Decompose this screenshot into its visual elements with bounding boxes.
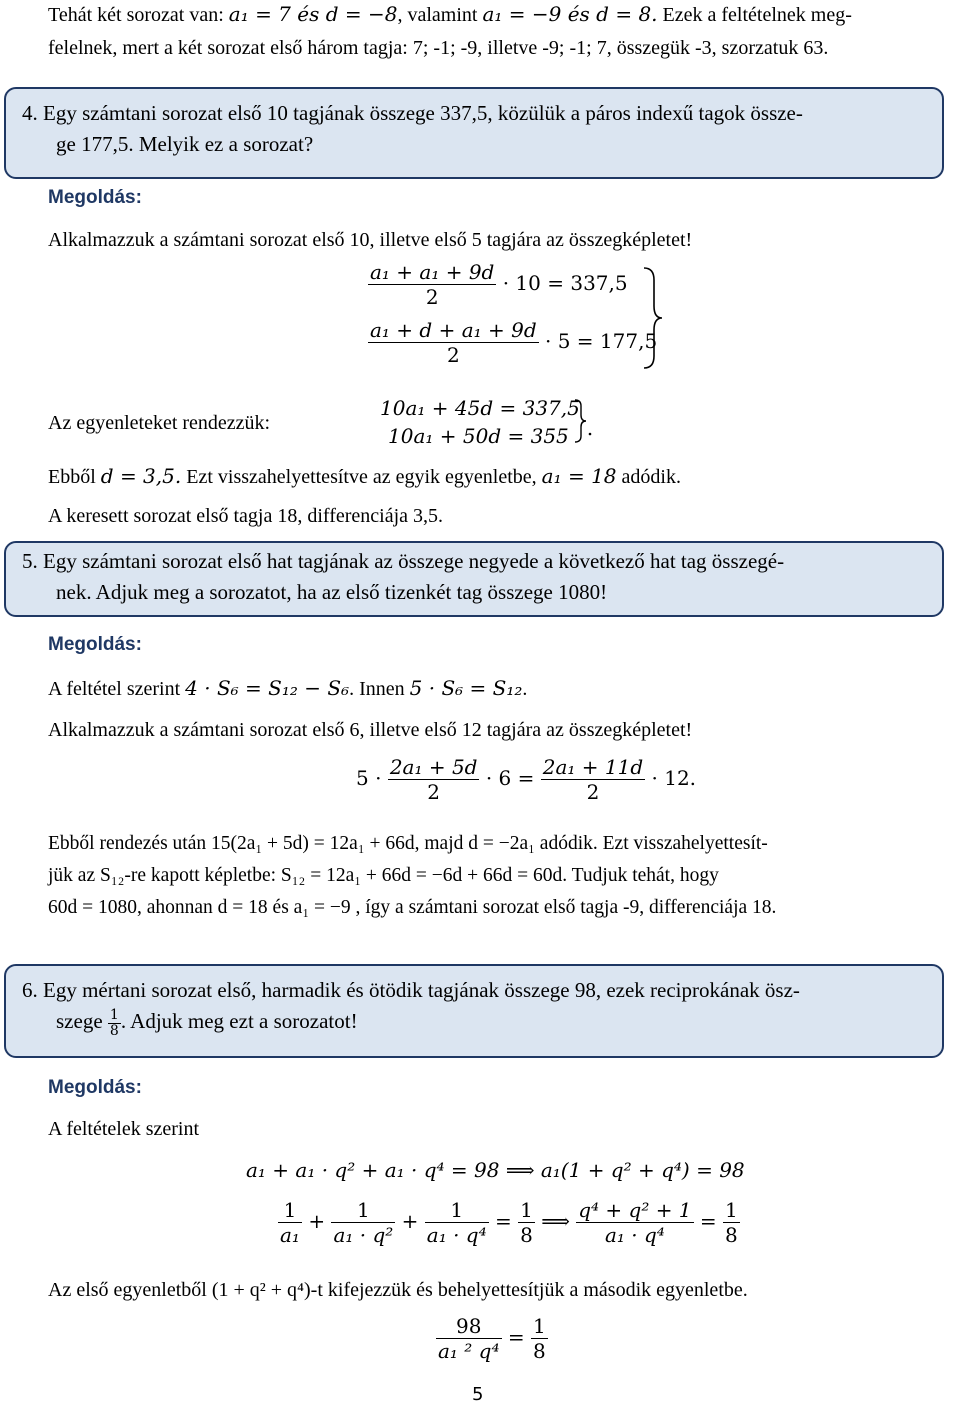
solution-6-eq-a: a₁ + a₁ · q² + a₁ · q⁴ = 98 ⟹ a₁(1 + q² + q⁴) = 98 — [246, 1158, 745, 1182]
cond-text-e: . — [522, 678, 528, 700]
solution-4-answer: A keresett sorozat első tagja 18, differenciája 3,5. — [48, 505, 444, 527]
cond-text-a: A feltétel szerint — [48, 678, 181, 700]
eq5-right-fraction — [541, 755, 645, 804]
eq-2-denominator: 2 — [446, 343, 460, 367]
eqc-rhs — [531, 1314, 548, 1363]
problem-6-number: 6. — [22, 978, 38, 1002]
system-eq-1: 10a₁ + 45d = 337,5 — [380, 396, 580, 420]
eq-2-numerator: a₁ + d + a₁ + 9d — [370, 318, 537, 342]
eqb-r2-den: 8 — [725, 1223, 738, 1247]
eq-1-numerator: a₁ + a₁ + 9d — [370, 260, 495, 284]
solution-6-line-2: Az első egyenletből (1 + q² + q⁴)-t kifejezzük és behelyettesítjük a második egyenletbe. — [48, 1279, 748, 1301]
eqb-r1-num: 1 — [520, 1198, 533, 1222]
arrange-label: Az egyenleteket rendezzük: — [48, 412, 271, 434]
intro-suffix: Ezek a feltételnek meg- — [662, 4, 852, 26]
solution-5-condition — [48, 676, 527, 701]
problem-4-line-2: ge 177,5. Melyik ez a sorozat? — [56, 132, 314, 156]
eq-1-denominator: 2 — [425, 285, 439, 309]
eqb-big-fraction — [576, 1198, 693, 1247]
problem-4-box — [4, 87, 944, 179]
result-text-c: Ezt visszahelyettesítve az egyik egyenletbe, — [186, 466, 537, 488]
problem-5-box — [4, 541, 944, 617]
solution-4-eq-1 — [368, 260, 628, 309]
problem-6-line-2-b: . Adjuk meg ezt a sorozatot! — [120, 1009, 358, 1033]
eq-1-rhs: · 10 = 337,5 — [502, 271, 628, 295]
eqb-term-2 — [331, 1198, 395, 1247]
eqb-term-3 — [425, 1198, 489, 1247]
result-text-e: adódik. — [621, 466, 681, 488]
solution-4-eq-2 — [368, 318, 657, 367]
solution-4-heading: Megoldás: — [48, 187, 142, 208]
eq5-left-den: 2 — [427, 780, 441, 804]
eqb-t2-num: 1 — [331, 1198, 395, 1223]
eqc-r-num: 1 — [532, 1314, 546, 1338]
eqb-t2-den: a₁ · q² — [333, 1223, 394, 1247]
solution-6-eq-c: $\frac{98}{\text{a₁ ² q⁴}}$ = $\frac{1}{8}$ — [438, 1314, 546, 1363]
solution-5-equation — [356, 755, 696, 804]
problem-5-line-2: nek. Adjuk meg a sorozatot, ha az első tizenkét tag összege 1080! — [56, 580, 608, 604]
system-brace-icon — [572, 398, 596, 444]
cond-eq-1: 4 · S₆ = S₁₂ − S₆ — [185, 676, 350, 700]
intro-pair-2: a₁ = −9 és d = 8. — [482, 2, 658, 26]
solution-6-eq-b: $\frac{1}{\text{a₁}}$ + $\frac{1}{\text{a₁ · q²}}$ + $\frac{1}{\text{a₁ · q⁴}}$ = $\frac{1}{8}$ ⟹ $\frac{\text{q⁴ + q² + 1}}{\text{a₁ · q⁴}}$ = $\frac{1}{8}$ — [280, 1198, 738, 1247]
eq-1-fraction — [368, 260, 496, 309]
eqc-r-den: 8 — [532, 1339, 546, 1363]
eqb-big-den: a₁ · q⁴ — [604, 1223, 665, 1247]
intro-mid: , valamint — [397, 4, 478, 26]
problem-4-line-1: Egy számtani sorozat első 10 tagjának összege 337,5, közülük a páros indexű tagok össze- — [43, 101, 803, 125]
problem-6-box — [4, 964, 944, 1058]
problem-6-frac-den: 8 — [109, 1022, 119, 1039]
solution-5-heading: Megoldás: — [48, 634, 142, 655]
intro-prefix: Tehát két sorozat van: — [48, 4, 224, 26]
eq5-right-den: 2 — [586, 780, 600, 804]
eq-2-fraction — [368, 318, 539, 367]
result-text-a: Ebből — [48, 466, 96, 488]
problem-5-line-1: Egy számtani sorozat első hat tagjának az összege negyede a következő hat tag összegé- — [43, 549, 785, 573]
eq5-left-num: 2a₁ + 5d — [389, 755, 478, 779]
eq5-mid: · 6 = — [485, 766, 535, 790]
eqb-big-num: q⁴ + q² + 1 — [578, 1198, 692, 1222]
eqc-fraction — [436, 1314, 502, 1363]
eq5-coef: 5 · — [356, 766, 382, 790]
eqb-t1-den: a₁ — [280, 1223, 300, 1247]
problem-6-line-2-a: szege — [56, 1009, 103, 1033]
system-eq-2: 10a₁ + 50d = 355 — [388, 424, 569, 448]
eqb-rhs-2 — [723, 1198, 740, 1247]
cond-text-c: . Innen — [349, 678, 405, 700]
eqb-r1-den: 8 — [520, 1223, 533, 1247]
solution-6-heading: Megoldás: — [48, 1077, 142, 1098]
problem-6-frac-num: 1 — [109, 1006, 119, 1023]
problem-4-text — [22, 98, 928, 160]
eqb-rhs-1 — [518, 1198, 535, 1247]
problem-6-fraction — [108, 1008, 121, 1039]
solution-4-result — [48, 464, 681, 489]
result-d-value: d = 3,5. — [100, 464, 182, 488]
intro-line-1 — [48, 2, 852, 27]
intro-line-2: felelnek, mert a két sorozat első három tagja: 7; -1; -9, illetve -9; -1; 7, összegük -3, szorzatuk 63. — [48, 37, 829, 59]
right-brace-icon — [640, 266, 664, 370]
eqb-r2-num: 1 — [725, 1198, 738, 1222]
result-a1-value: a₁ = 18 — [541, 464, 617, 488]
problem-5-number: 5. — [22, 549, 38, 573]
problem-5-text — [22, 546, 928, 608]
eqc-num: 98 — [436, 1314, 502, 1339]
intro-pair-1: a₁ = 7 és d = −8 — [228, 2, 398, 26]
solution-5-paragraph-1: Ebből rendezés után 15(2a₁ + 5d) = 12a₁ + 66d, majd d = −2a₁ adódik. Ezt visszahelyettesít- — [48, 833, 768, 854]
eqc-den: a₁ ² q⁴ — [438, 1339, 500, 1363]
page-number: 5 — [472, 1384, 484, 1405]
eq5-left-fraction — [388, 755, 480, 804]
eqb-t3-den: a₁ · q⁴ — [426, 1223, 487, 1247]
eq5-end: · 12. — [651, 766, 697, 790]
solution-5-paragraph-2: jük az S₁₂-re kapott képletbe: S₁₂ = 12a₁ + 66d = −6d + 66d = 60d. Tudjuk tehát, hogy — [48, 865, 719, 886]
solution-5-paragraph-3: 60d = 1080, ahonnan d = 18 és a₁ = −9 , így a számtani sorozat első tagja -9, differenciája 18. — [48, 897, 777, 918]
eqb-t3-num: 1 — [425, 1198, 489, 1223]
solution-5-line-2: Alkalmazzuk a számtani sorozat első 6, illetve első 12 tagjára az összegképletet! — [48, 719, 693, 741]
solution-6-line-1: A feltételek szerint — [48, 1118, 200, 1140]
eqb-term-1 — [278, 1198, 302, 1247]
problem-6-text — [22, 975, 928, 1039]
eq-2-rhs: · 5 = 177,5 — [545, 329, 658, 353]
eq5-right-num: 2a₁ + 11d — [542, 755, 644, 779]
problem-6-line-1: Egy mértani sorozat első, harmadik és ötödik tagjának összege 98, ezek reciprokának ösz- — [43, 978, 800, 1002]
solution-4-line-1: Alkalmazzuk a számtani sorozat első 10, illetve első 5 tagjára az összegképletet! — [48, 229, 693, 251]
cond-eq-2: 5 · S₆ = S₁₂ — [409, 676, 523, 700]
eqb-t1-num: 1 — [278, 1198, 302, 1223]
problem-4-number: 4. — [22, 101, 38, 125]
